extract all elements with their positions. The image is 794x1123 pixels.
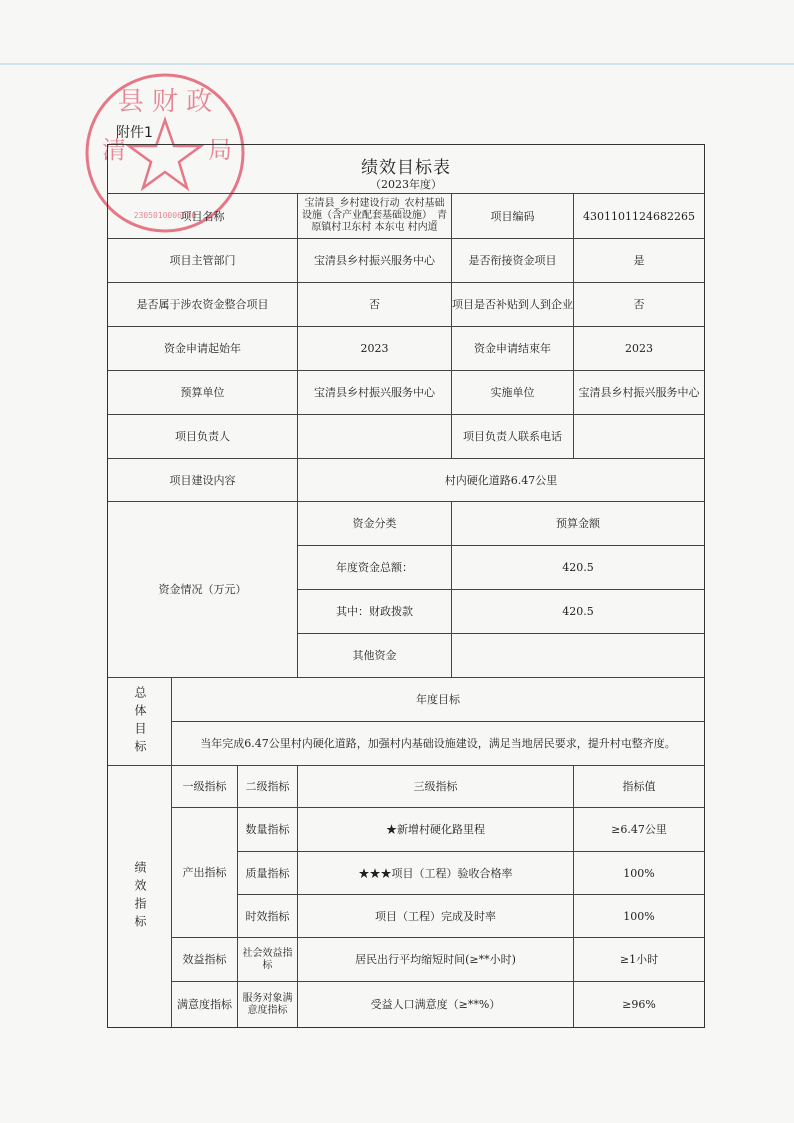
ind-row-level3: 受益人口满意度（≥**%） <box>298 982 574 1027</box>
svg-text:县 财 政: 县 财 政 <box>117 87 213 117</box>
funds-finance-value: 420.5 <box>452 590 704 634</box>
ind-row-level3: ★新增村硬化路里程 <box>298 808 574 852</box>
table-year: （2023年度） <box>370 178 442 191</box>
budget-unit-label: 预算单位 <box>108 371 298 415</box>
overall-text: 当年完成6.47公里村内硬化道路，加强村内基础设施建设，满足当地居民要求，提升村屯整齐度。 <box>172 722 704 766</box>
project-code-label: 项目编码 <box>452 194 574 239</box>
budget-unit-value: 宝清县乡村振兴服务中心 <box>298 371 452 415</box>
project-name-label: 项目名称 <box>108 194 298 239</box>
agri-value: 否 <box>298 283 452 327</box>
dept-label: 项目主管部门 <box>108 239 298 283</box>
ind-header-level1: 一级指标 <box>172 766 238 808</box>
subsidy-label: 项目是否补贴到人到企业 <box>452 283 574 327</box>
output-indicator-label: 产出指标 <box>172 808 238 938</box>
subsidy-value: 否 <box>574 283 704 327</box>
indicators-label: 绩效指标 <box>108 766 172 1027</box>
end-year-value: 2023 <box>574 327 704 371</box>
dept-value: 宝清县乡村振兴服务中心 <box>298 239 452 283</box>
funds-other-value <box>452 634 704 678</box>
scan-top-line <box>0 63 794 65</box>
table-header <box>108 145 704 194</box>
ind-row-level2: 数量指标 <box>238 808 298 852</box>
funds-finance-label: 其中：财政拨款 <box>298 590 452 634</box>
phone-value <box>574 415 704 459</box>
svg-text:清: 清 <box>102 136 126 164</box>
funds-annual-label: 年度资金总额： <box>298 546 452 590</box>
ind-header-level2: 二级指标 <box>238 766 298 808</box>
svg-text:2305010006670: 2305010006670 <box>133 211 197 220</box>
leader-value <box>298 415 452 459</box>
funds-other-label: 其他资金 <box>298 634 452 678</box>
leader-label: 项目负责人 <box>108 415 298 459</box>
start-year-label: 资金申请起始年 <box>108 327 298 371</box>
ind-row-level2: 时效指标 <box>238 895 298 938</box>
link-fund-value: 是 <box>574 239 704 283</box>
project-code-value: 4301101124682265 <box>574 194 704 239</box>
funds-label: 资金情况（万元） <box>108 502 298 678</box>
funds-col-category: 资金分类 <box>298 502 452 546</box>
table-title: 绩效目标表 <box>361 158 451 178</box>
agri-label: 是否属于涉农资金整合项目 <box>108 283 298 327</box>
ind-row-value: ≥6.47公里 <box>574 808 704 852</box>
phone-label: 项目负责人联系电话 <box>452 415 574 459</box>
ind-header-value: 指标值 <box>574 766 704 808</box>
ind-row-value: ≥96% <box>622 998 656 1011</box>
performance-target-table <box>107 144 705 1028</box>
impl-unit-value: 宝清县乡村振兴服务中心 <box>574 371 704 415</box>
start-year-value: 2023 <box>298 327 452 371</box>
content-label: 项目建设内容 <box>108 459 298 502</box>
content-value: 村内硬化道路6.47公里 <box>298 459 704 502</box>
svg-text:局: 局 <box>208 136 232 164</box>
funds-annual-value: 420.5 <box>452 546 704 590</box>
ind-header-level3: 三级指标 <box>298 766 574 808</box>
ind-row-level2: 服务对象满意度指标 <box>238 982 298 1027</box>
end-year-label: 资金申请结束年 <box>452 327 574 371</box>
attachment-label: 附件1 <box>116 125 153 141</box>
ind-row-value: 100% <box>574 895 704 938</box>
satisfaction-indicator-label: 满意度指标 <box>172 982 238 1027</box>
ind-row-value: 100% <box>574 852 704 895</box>
impl-unit-label: 实施单位 <box>452 371 574 415</box>
overall-heading: 年度目标 <box>172 678 704 722</box>
project-name-value: 宝清县_乡村建设行动_农村基础设施（含产业配套基础设施）_青原镇村卫东村 本东屯 村内道 <box>298 194 452 239</box>
ind-row-level2: 社会效益指标 <box>238 938 298 982</box>
benefit-indicator-label: 效益指标 <box>172 938 238 982</box>
ind-row-level3: 项目（工程）完成及时率 <box>298 895 574 938</box>
ind-row-level2: 质量指标 <box>238 852 298 895</box>
overall-target-label: 总体目标 <box>108 678 172 766</box>
ind-row-level3: ★★★项目（工程）验收合格率 <box>298 852 574 895</box>
funds-col-amount: 预算金额 <box>452 502 704 546</box>
link-fund-label: 是否衔接资金项目 <box>452 239 574 283</box>
ind-row-value: ≥1小时 <box>574 938 704 982</box>
ind-row-level3: 居民出行平均缩短时间(≥**小时) <box>298 938 574 982</box>
